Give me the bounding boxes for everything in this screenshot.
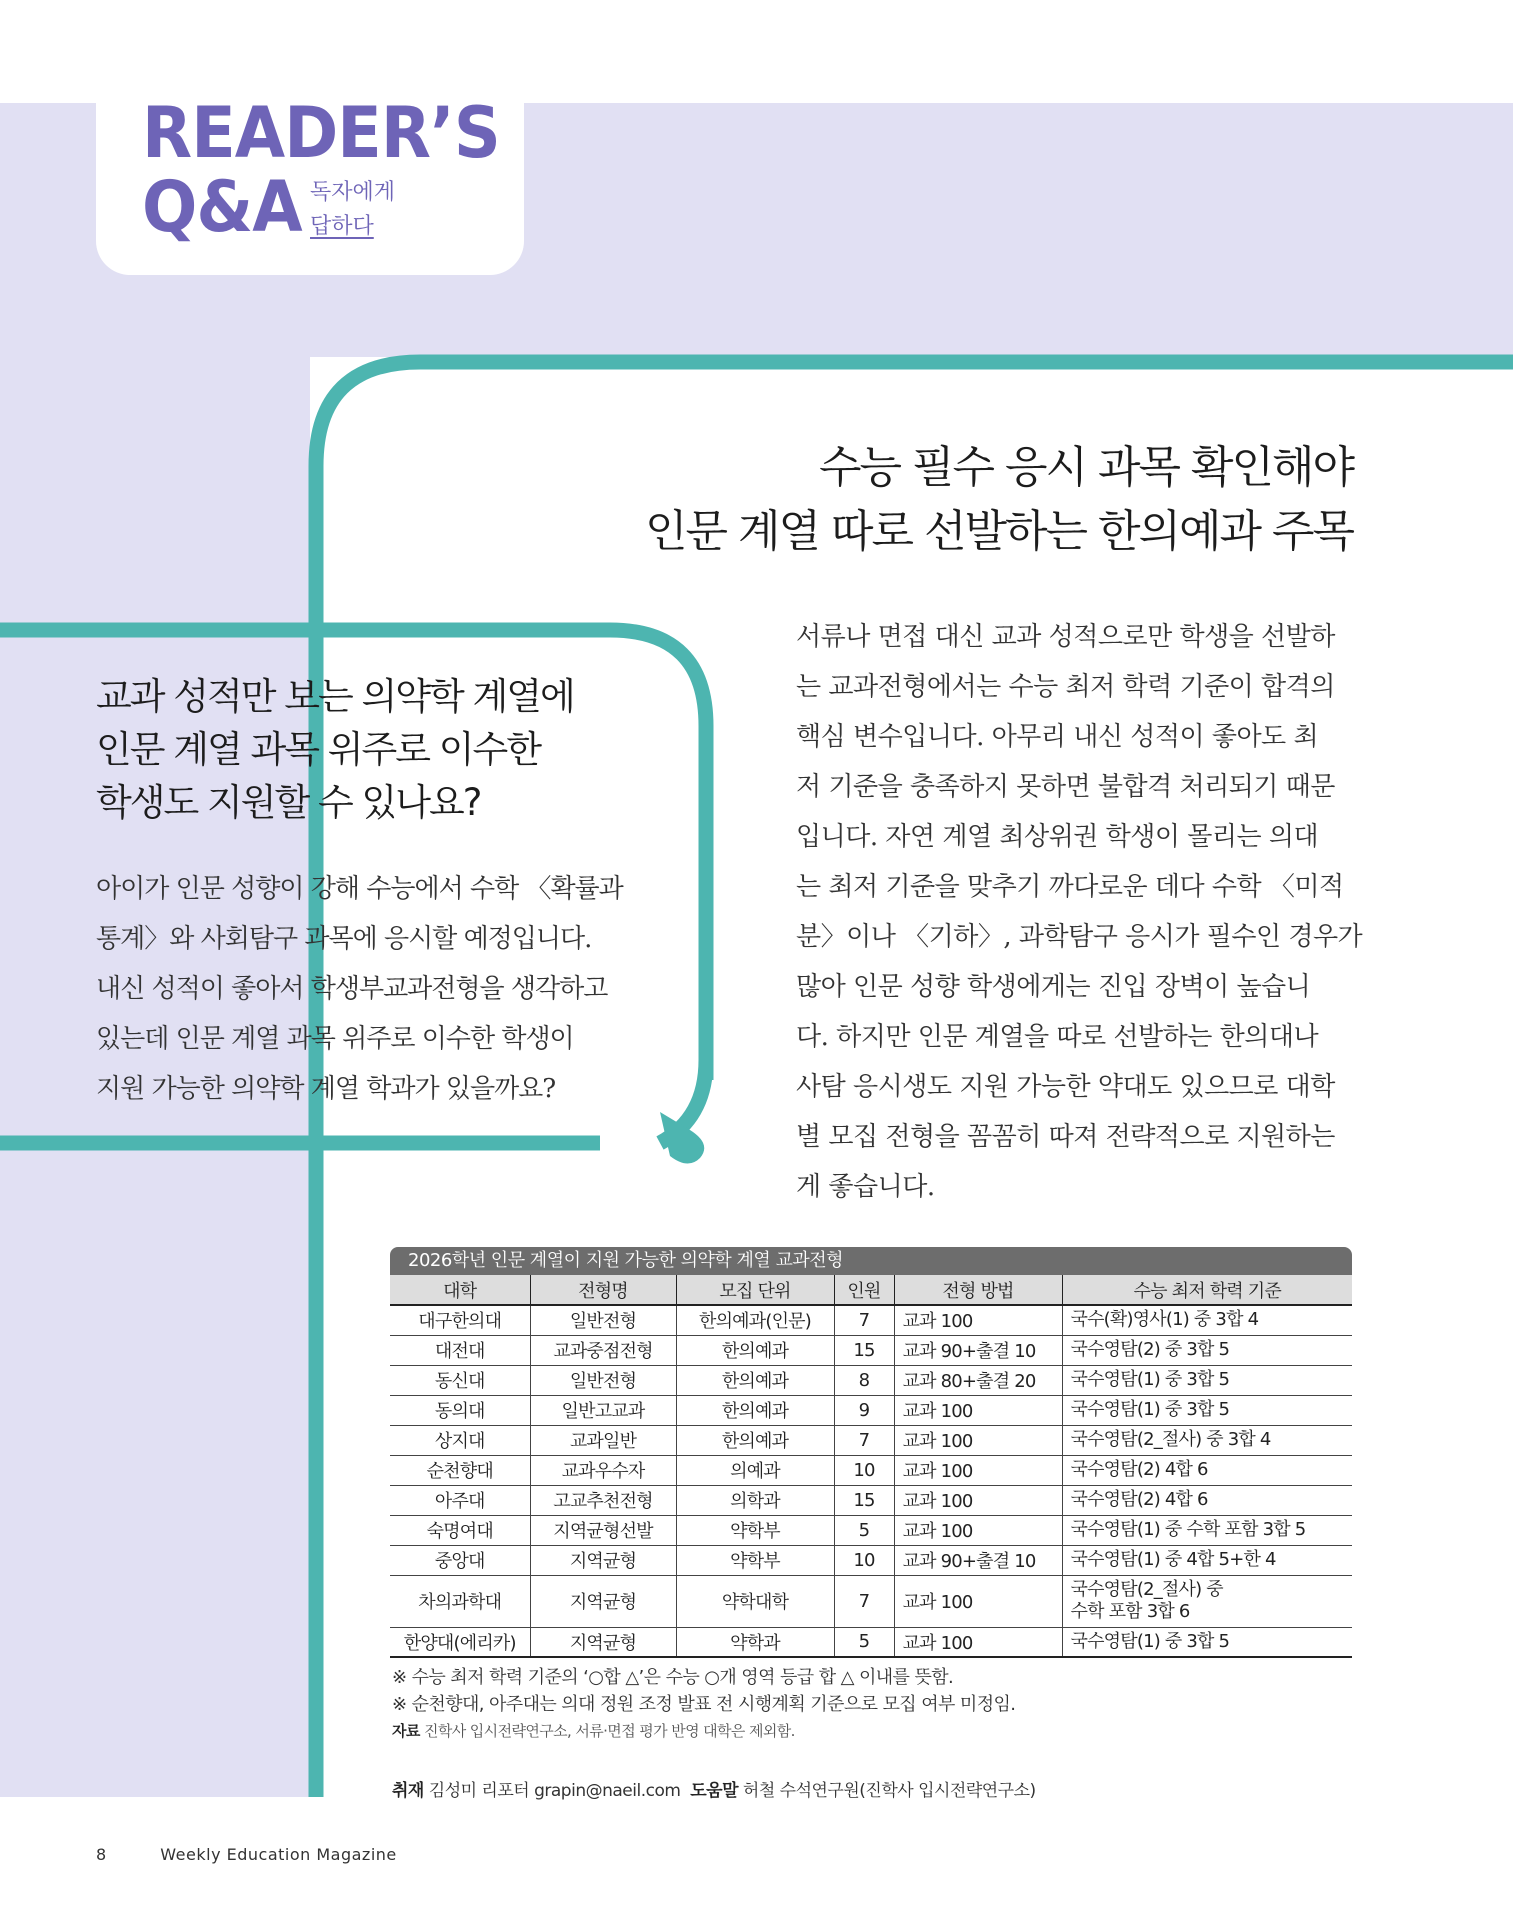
table-row — [390, 1627, 1352, 1657]
table-cell: 5 — [834, 1515, 894, 1545]
table-cell: 지역균형 — [530, 1545, 676, 1575]
answer-line: 게 좋습니다. — [796, 1172, 935, 1202]
table-row — [390, 1365, 1352, 1395]
table-cell: 중앙대 — [390, 1545, 530, 1575]
table-cell: 교과 80+출결 20 — [894, 1365, 1062, 1395]
table-cell: 교과 100 — [894, 1575, 1062, 1627]
note-line: ※ 수능 최저 학력 기준의 ‘○합 △’은 수능 ○개 영역 등급 합 △ 이내를 뜻함. — [392, 1667, 954, 1688]
table-cell: 5 — [834, 1627, 894, 1657]
admissions-table — [390, 1247, 1352, 1658]
table-cell: 교과 90+출결 10 — [894, 1335, 1062, 1365]
table-title: 2026학년 인문 계열이 지원 가능한 의약학 계열 교과전형 — [390, 1247, 1352, 1275]
logo-sub-line2: 답하다 — [310, 214, 374, 239]
question-body-line: 통계〉와 사회탐구 과목에 응시할 예정입니다. — [96, 924, 592, 954]
table-header-cell: 대학 — [390, 1275, 530, 1305]
table-cell: 국수영탐(1) 중 수학 포함 3합 5 — [1062, 1515, 1352, 1545]
table-row — [390, 1335, 1352, 1365]
table-cell: 상지대 — [390, 1425, 530, 1455]
question-body-line: 지원 가능한 의약학 계열 학과가 있을까요? — [96, 1074, 556, 1104]
logo-subtitle — [310, 176, 395, 244]
table-cell: 교과 100 — [894, 1627, 1062, 1657]
table-cell: 한의예과 — [676, 1365, 834, 1395]
table-cell: 교과 90+출결 10 — [894, 1545, 1062, 1575]
table-cell: 고교추천전형 — [530, 1485, 676, 1515]
table-cell: 7 — [834, 1305, 894, 1335]
table-cell: 한의예과 — [676, 1335, 834, 1365]
question-title-line: 학생도 지원할 수 있나요? — [96, 781, 481, 824]
table-header-row — [390, 1275, 1352, 1305]
table-cell: 국수영탐(2) 4합 6 — [1062, 1485, 1352, 1515]
credit-advisor: 허철 수석연구원(진학사 입시전략연구소) — [742, 1781, 1036, 1801]
answer-line: 사탐 응시생도 지원 가능한 약대도 있으므로 대학 — [796, 1072, 1335, 1102]
table-cell: 대구한의대 — [390, 1305, 530, 1335]
table-row — [390, 1455, 1352, 1485]
answer-line: 는 최저 기준을 맞추기 까다로운 데다 수학 〈미적 — [796, 872, 1344, 902]
logo-readers: READER’S — [142, 92, 500, 174]
table-cell: 8 — [834, 1365, 894, 1395]
table-header-cell: 모집 단위 — [676, 1275, 834, 1305]
table-cell: 지역균형 — [530, 1627, 676, 1657]
table-cell: 국수영탐(1) 중 4합 5+한 4 — [1062, 1545, 1352, 1575]
table-cell: 10 — [834, 1455, 894, 1485]
table-cell: 국수영탐(1) 중 3합 5 — [1062, 1365, 1352, 1395]
table-row — [390, 1395, 1352, 1425]
credit-label-advisor: 도움말 — [690, 1781, 738, 1801]
table-cell: 국수영탐(2) 중 3합 5 — [1062, 1335, 1352, 1365]
table-cell: 15 — [834, 1335, 894, 1365]
table-cell: 순천향대 — [390, 1455, 530, 1485]
source-text: 진학사 입시전략연구소, 서류·면접 평가 반영 대학은 제외함. — [423, 1722, 795, 1740]
answer-line: 핵심 변수입니다. 아무리 내신 성적이 좋아도 최 — [796, 722, 1319, 752]
headline-line2: 인문 계열 따로 선발하는 한의예과 주목 — [645, 506, 1353, 557]
magazine-name: Weekly Education Magazine — [160, 1845, 397, 1864]
table-cell: 10 — [834, 1545, 894, 1575]
table-cell: 국수영탐(1) 중 3합 5 — [1062, 1627, 1352, 1657]
table-cell: 교과일반 — [530, 1425, 676, 1455]
table-cell: 교과 100 — [894, 1305, 1062, 1335]
answer-line: 많아 인문 성향 학생에게는 진입 장벽이 높습니 — [796, 972, 1311, 1002]
source-line — [392, 1718, 1015, 1745]
table-cell: 약학과 — [676, 1627, 834, 1657]
table-cell: 숙명여대 — [390, 1515, 530, 1545]
table-cell: 일반전형 — [530, 1305, 676, 1335]
table-cell: 교과 100 — [894, 1425, 1062, 1455]
answer-line: 저 기준을 충족하지 못하면 불합격 처리되기 때문 — [796, 772, 1335, 802]
table-cell: 교과 100 — [894, 1485, 1062, 1515]
source-label: 자료 — [392, 1722, 420, 1740]
table-cell: 한의예과(인문) — [676, 1305, 834, 1335]
answer-line: 는 교과전형에서는 수능 최저 학력 기준이 합격의 — [796, 672, 1335, 702]
question-title-line: 교과 성적만 보는 의약학 계열에 — [96, 675, 574, 718]
answer-line: 서류나 면접 대신 교과 성적으로만 학생을 선발하 — [796, 622, 1335, 652]
table-cell: 약학부 — [676, 1545, 834, 1575]
page-footer — [96, 1845, 397, 1864]
credit-label-reporter: 취재 — [392, 1781, 424, 1801]
question-title-line: 인문 계열 과목 위주로 이수한 — [96, 728, 540, 771]
table-cell: 지역균형 — [530, 1575, 676, 1627]
table-cell: 일반전형 — [530, 1365, 676, 1395]
table-cell: 국수영탐(2_절사) 중 3합 4 — [1062, 1425, 1352, 1455]
table-notes — [392, 1664, 1015, 1745]
table-cell: 일반고교과 — [530, 1395, 676, 1425]
answer-line: 입니다. 자연 계열 최상위권 학생이 몰리는 의대 — [796, 822, 1319, 852]
table-grid — [390, 1275, 1352, 1658]
question-body-line: 있는데 인문 계열 과목 위주로 이수한 학생이 — [96, 1024, 574, 1054]
table-header-cell: 전형명 — [530, 1275, 676, 1305]
table-cell: 의학과 — [676, 1485, 834, 1515]
table-cell: 한양대(에리카) — [390, 1627, 530, 1657]
table-row — [390, 1515, 1352, 1545]
table-cell: 교과우수자 — [530, 1455, 676, 1485]
page-number: 8 — [96, 1845, 107, 1864]
table-header-cell: 인원 — [834, 1275, 894, 1305]
table-cell: 7 — [834, 1575, 894, 1627]
table-cell: 국수(확)영사(1) 중 3합 4 — [1062, 1305, 1352, 1335]
note-line: ※ 순천향대, 아주대는 의대 정원 조정 발표 전 시행계획 기준으로 모집 여부 미정임. — [392, 1694, 1016, 1715]
table-row — [390, 1485, 1352, 1515]
table-cell: 차의과학대 — [390, 1575, 530, 1627]
table-row — [390, 1545, 1352, 1575]
headline-line1: 수능 필수 응시 과목 확인해야 — [819, 442, 1353, 493]
table-header-cell: 수능 최저 학력 기준 — [1062, 1275, 1352, 1305]
table-row — [390, 1425, 1352, 1455]
table-header-cell: 전형 방법 — [894, 1275, 1062, 1305]
table-cell: 아주대 — [390, 1485, 530, 1515]
question-body — [96, 864, 656, 1114]
table-cell: 동신대 — [390, 1365, 530, 1395]
credit-reporter: 김성미 리포터 grapin@naeil.com — [428, 1781, 681, 1801]
table-cell: 교과 100 — [894, 1515, 1062, 1545]
headline — [645, 436, 1353, 564]
answer-line: 다. 하지만 인문 계열을 따로 선발하는 한의대나 — [796, 1022, 1319, 1052]
table-cell: 한의예과 — [676, 1395, 834, 1425]
answer-line: 분〉이나 〈기하〉, 과학탐구 응시가 필수인 경우가 — [796, 922, 1363, 952]
table-cell: 지역균형선발 — [530, 1515, 676, 1545]
table-cell: 교과중점전형 — [530, 1335, 676, 1365]
table-cell: 동의대 — [390, 1395, 530, 1425]
table-cell: 교과 100 — [894, 1395, 1062, 1425]
answer-line: 별 모집 전형을 꼼꼼히 따져 전략적으로 지원하는 — [796, 1122, 1335, 1152]
table-cell: 국수영탐(2) 4합 6 — [1062, 1455, 1352, 1485]
logo-sub-line1: 독자에게 — [310, 180, 396, 205]
answer-body — [796, 612, 1363, 1212]
question-body-line: 아이가 인문 성향이 강해 수능에서 수학 〈확률과 — [96, 874, 623, 904]
logo-qa: Q&A — [142, 166, 302, 248]
table-cell: 의예과 — [676, 1455, 834, 1485]
table-cell: 한의예과 — [676, 1425, 834, 1455]
table-row — [390, 1305, 1352, 1335]
table-cell: 대전대 — [390, 1335, 530, 1365]
table-cell: 국수영탐(1) 중 3합 5 — [1062, 1395, 1352, 1425]
table-cell: 7 — [834, 1425, 894, 1455]
credit-line — [392, 1776, 1036, 1801]
table-cell: 약학대학 — [676, 1575, 834, 1627]
table-cell: 약학부 — [676, 1515, 834, 1545]
table-cell: 15 — [834, 1485, 894, 1515]
table-row — [390, 1575, 1352, 1627]
table-cell: 교과 100 — [894, 1455, 1062, 1485]
question-title — [96, 670, 696, 829]
table-cell: 국수영탐(2_절사) 중 수학 포함 3합 6 — [1062, 1575, 1352, 1627]
table-cell: 9 — [834, 1395, 894, 1425]
question-body-line: 내신 성적이 좋아서 학생부교과전형을 생각하고 — [96, 974, 608, 1004]
